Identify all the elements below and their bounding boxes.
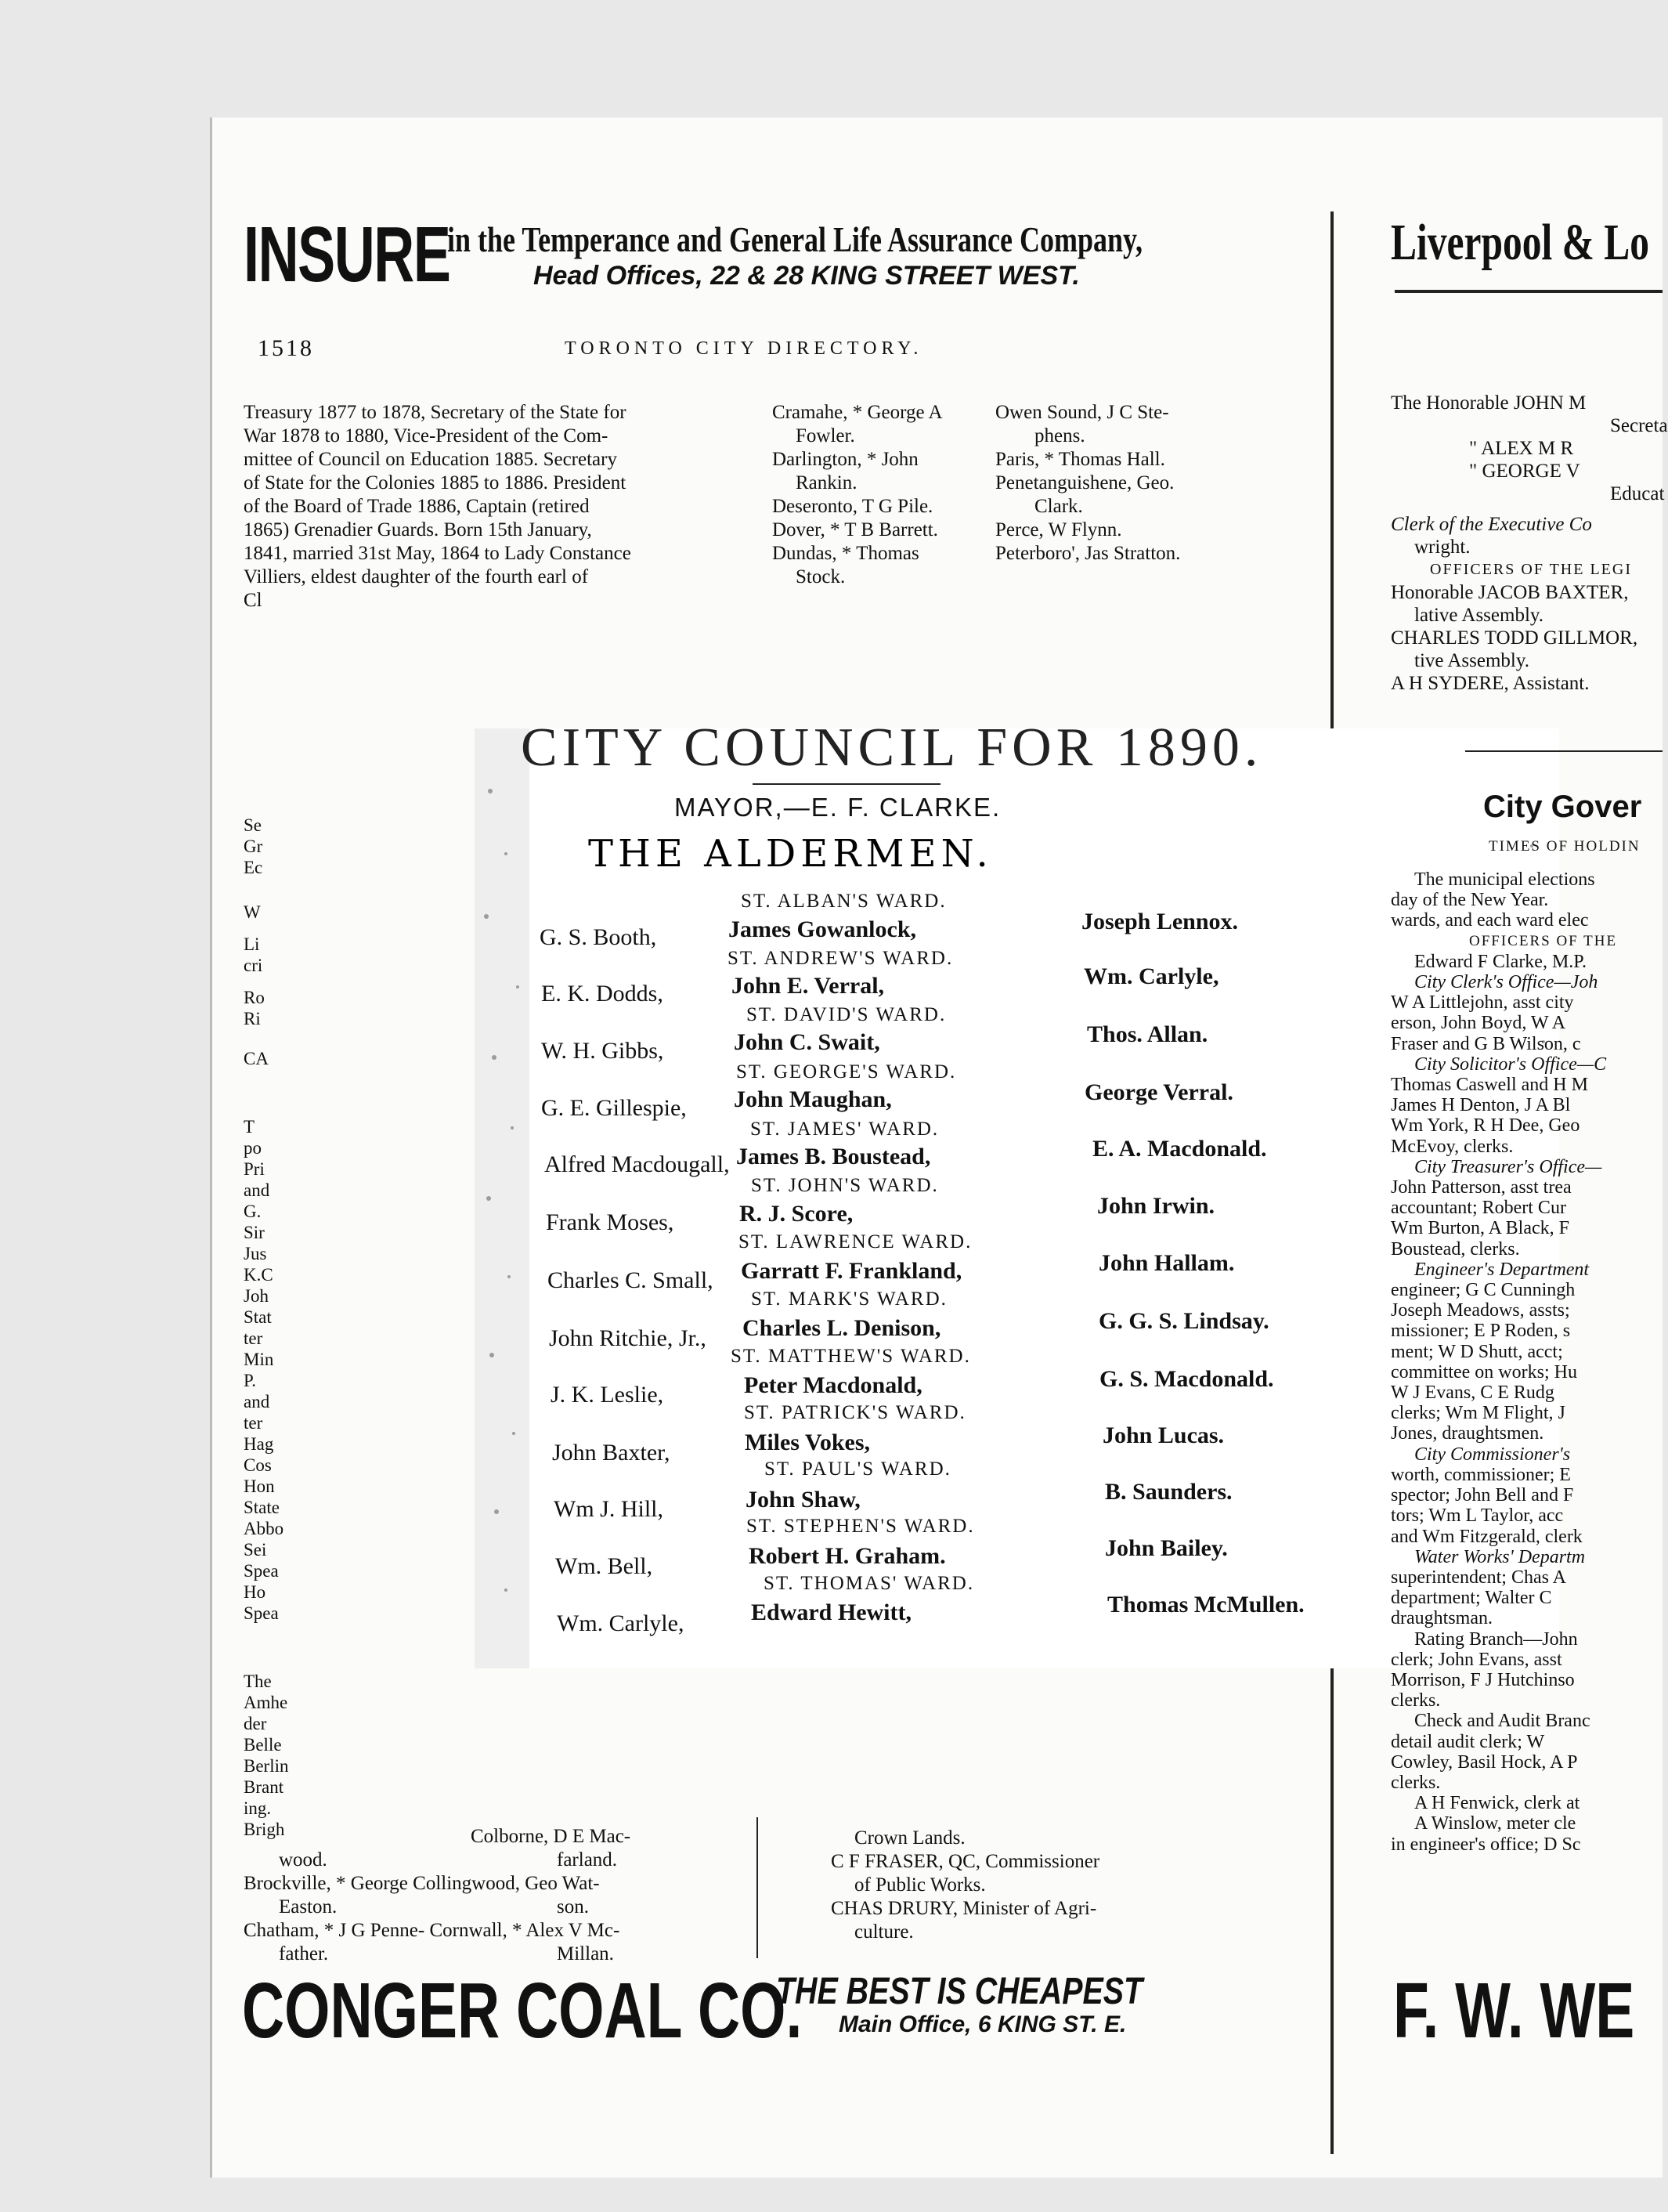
- alderman-right: George Verral.: [1085, 1079, 1233, 1105]
- insure-ad-line2: Head Offices, 22 & 28 KING STREET WEST.: [533, 261, 1080, 291]
- alderman-mid: James Gowanlock,: [728, 916, 916, 942]
- alderman-mid: Charles L. Denison,: [742, 1315, 941, 1341]
- alderman-left: John Ritchie, Jr.,: [549, 1325, 706, 1351]
- alderman-left: Wm. Carlyle,: [557, 1610, 684, 1636]
- alderman-left: Frank Moses,: [546, 1209, 674, 1235]
- ward-label: ST. STEPHEN'S WARD.: [746, 1516, 975, 1537]
- alderman-mid: Garratt F. Frankland,: [741, 1258, 962, 1284]
- alderman-left: G. S. Booth,: [540, 924, 657, 950]
- ward-label: ST. THOMAS' WARD.: [764, 1573, 975, 1594]
- ward-label: ST. MATTHEW'S WARD.: [731, 1346, 971, 1367]
- times-of-holding: TIMES OF HOLDIN: [1489, 838, 1641, 855]
- left-margin-fragments: Se Gr Ec W Li cri Ro Ri CA T po Pri and G. Sir Jus K.C Joh Stat ter Min P. and ter Hag Cos Hon State Abbo Sei Spea Ho Spea The Amhe der Belle Berlin Brant ing. Brigh: [244, 815, 289, 1839]
- ward-label: ST. PAUL'S WARD.: [764, 1458, 951, 1480]
- page-number: 1518: [258, 335, 314, 361]
- ward-label: ST. DAVID'S WARD.: [746, 1004, 947, 1025]
- alderman-left: Alfred Macdougall,: [544, 1151, 730, 1177]
- alderman-mid: John Maughan,: [734, 1086, 892, 1112]
- council-title: CITY COUNCIL FOR 1890.: [521, 717, 1263, 778]
- alderman-right: Joseph Lennox.: [1081, 909, 1239, 934]
- aldermen-heading: THE ALDERMEN.: [588, 832, 993, 876]
- alderman-left: E. K. Dodds,: [541, 981, 663, 1007]
- alderman-left: John Baxter,: [552, 1440, 670, 1466]
- alderman-left: J. K. Leslie,: [551, 1382, 664, 1408]
- alderman-right: B. Saunders.: [1105, 1479, 1233, 1505]
- left-text-column: Treasury 1877 to 1878, Secretary of the State for War 1878 to 1880, Vice-President of the Com- mittee of Council on Education 1885. Secretary of State for the Colonies 1885 to 1886. President of the Board of Trade 1886, Captain (retired 1865) Grenadier Guards. Born 15th January, 1841, married 31st May, 1864 to Lady Constance Villiers, eldest daughter of the fourth earl of Cl: [244, 402, 631, 611]
- ward-label: ST. JOHN'S WARD.: [751, 1175, 939, 1196]
- alderman-mid: John Shaw,: [746, 1487, 861, 1513]
- alderman-right: John Hallam.: [1099, 1250, 1235, 1276]
- ward-label: ST. LAWRENCE WARD.: [738, 1231, 973, 1252]
- alderman-left: Wm J. Hill,: [554, 1496, 663, 1522]
- far-right-body: The municipal elections day of the New Year. wards, and each ward elec OFFICERS OF THE Edward F Clarke, M.P. City Clerk's Office—Joh W A Littlejohn, asst city erson, John Boyd, W A Fraser and G B Wilson, c City Solicitor's Office—C Thomas Caswell and H M James H Denton, J A Bl Wm York, R H Dee, Geo McEvoy, clerks. City Treasurer's Office— John Patterson, asst trea accountant; Robert Cur Wm Burton, A Black, F Boustead, clerks. Engineer's Department engineer; G C Cunningh Joseph Meadows, assts; missioner; E P Roden, s ment; W D Shutt, acct; committee on works; Hu W J Evans, C E Rudg clerks; Wm M Flight, J Jones, draughtsmen. City Commissioner's worth, commissioner; E spector; John Bell and F tors; Wm L Taylor, acc and Wm Fitzgerald, clerk Water Works' Departm superintendent; Chas A department; Walter C draughtsman. Rating Branch—John clerk; John Evans, asst Morrison, F J Hutchinso clerks. Check and Audit Branc detail audit clerk; W Cowley, Basil Hock, A P clerks. A H Fenwick, clerk at A Winslow, meter cle in engineer's office; D Sc: [1391, 869, 1618, 1855]
- insure-ad-line1: in the Temperance and General Life Assurance Company,: [447, 220, 1143, 259]
- alderman-left: W. H. Gibbs,: [541, 1038, 664, 1064]
- ward-label: ST. ANDREW'S WARD.: [727, 948, 954, 969]
- bottom-right-column: Crown Lands. C F FRASER, QC, Commissioner of Public Works. CHAS DRURY, Minister of Agri- culture.: [831, 1827, 1100, 1943]
- alderman-right: G. S. Macdonald.: [1099, 1366, 1274, 1392]
- alderman-right: Thos. Allan.: [1087, 1021, 1208, 1047]
- alderman-mid: James B. Boustead,: [736, 1144, 931, 1169]
- alderman-mid: Miles Vokes,: [745, 1429, 871, 1455]
- right-banner: Liverpool & Lo: [1391, 214, 1649, 271]
- alderman-right: John Bailey.: [1105, 1535, 1228, 1561]
- alderman-right: E. A. Macdonald.: [1092, 1136, 1267, 1162]
- main-office-line: Main Office, 6 KING ST. E.: [839, 2011, 1127, 2037]
- ward-label: ST. PATRICK'S WARD.: [744, 1402, 966, 1423]
- right-banner-rule: [1395, 290, 1663, 293]
- alderman-mid: John E. Verral,: [731, 973, 885, 999]
- conger-coal-ad: CONGER COAL CO.: [242, 1967, 803, 2055]
- alderman-mid: R. J. Score,: [739, 1201, 854, 1227]
- insure-ad-word: INSURE: [244, 211, 450, 298]
- alderman-right: John Lucas.: [1103, 1422, 1225, 1448]
- city-government-heading: City Gover: [1483, 790, 1642, 824]
- alderman-mid: Peter Macdonald,: [744, 1372, 922, 1398]
- far-right-top: The Honorable JOHN M Secreta " ALEX M R " GEORGE V Educat Clerk of the Executive Co wright. OFFICERS OF THE LEGI Honorable JACOB BAXTER, lative Assembly. CHARLES TODD GILLMOR, tive Assembly. A H SYDERE, Assistant.: [1391, 392, 1668, 694]
- alderman-right: John Irwin.: [1097, 1193, 1215, 1219]
- alderman-left: G. E. Gillespie,: [541, 1095, 687, 1121]
- alderman-mid: Edward Hewitt,: [751, 1599, 912, 1625]
- far-right-rule: [1465, 750, 1663, 752]
- mayor-underline: [753, 783, 941, 785]
- alderman-right: Thomas McMullen.: [1107, 1592, 1305, 1617]
- middle-text-column: Cramahe, * George A Fowler. Darlington, * John Rankin. Deseronto, T G Pile. Dover, * T B Barrett. Dundas, * Thomas Stock.: [772, 402, 943, 587]
- ward-label: ST. ALBAN'S WARD.: [741, 891, 947, 912]
- cheapest-slogan: THE BEST IS CHEAPEST: [776, 1971, 1143, 2012]
- ward-label: ST. JAMES' WARD.: [750, 1119, 940, 1140]
- alderman-right: G. G. S. Lindsay.: [1099, 1308, 1269, 1334]
- alderman-left: Wm. Bell,: [555, 1553, 653, 1579]
- footer-right-ad: F. W. WE: [1393, 1967, 1635, 2055]
- right-text-column: Owen Sound, J C Ste- phens. Paris, * Thomas Hall. Penetanguishene, Geo. Clark. Perce, W Flynn. Peterboro', Jas Stratton.: [995, 402, 1181, 564]
- alderman-mid: John C. Swait,: [734, 1029, 880, 1055]
- alderman-mid: Robert H. Graham.: [749, 1543, 946, 1569]
- bottom-left-column-b: Colborne, D E Mac- farland. son. Millan.: [471, 1826, 631, 1964]
- directory-page: [210, 117, 1668, 2178]
- bottom-column-rule: [756, 1817, 758, 1958]
- mayor-line: MAYOR,—E. F. CLARKE.: [674, 793, 1002, 822]
- alderman-left: Charles C. Small,: [547, 1267, 713, 1293]
- alderman-right: Wm. Carlyle,: [1084, 963, 1219, 989]
- bottom-left-column: wood. Brockville, * George Collingwood, Geo Wat- Easton. Chatham, * J G Penne- Cornwall, * Alex V Mc- father.: [244, 1849, 620, 1964]
- ward-label: ST. MARK'S WARD.: [751, 1289, 948, 1310]
- running-title: TORONTO CITY DIRECTORY.: [565, 338, 923, 359]
- ward-label: ST. GEORGE'S WARD.: [736, 1061, 957, 1083]
